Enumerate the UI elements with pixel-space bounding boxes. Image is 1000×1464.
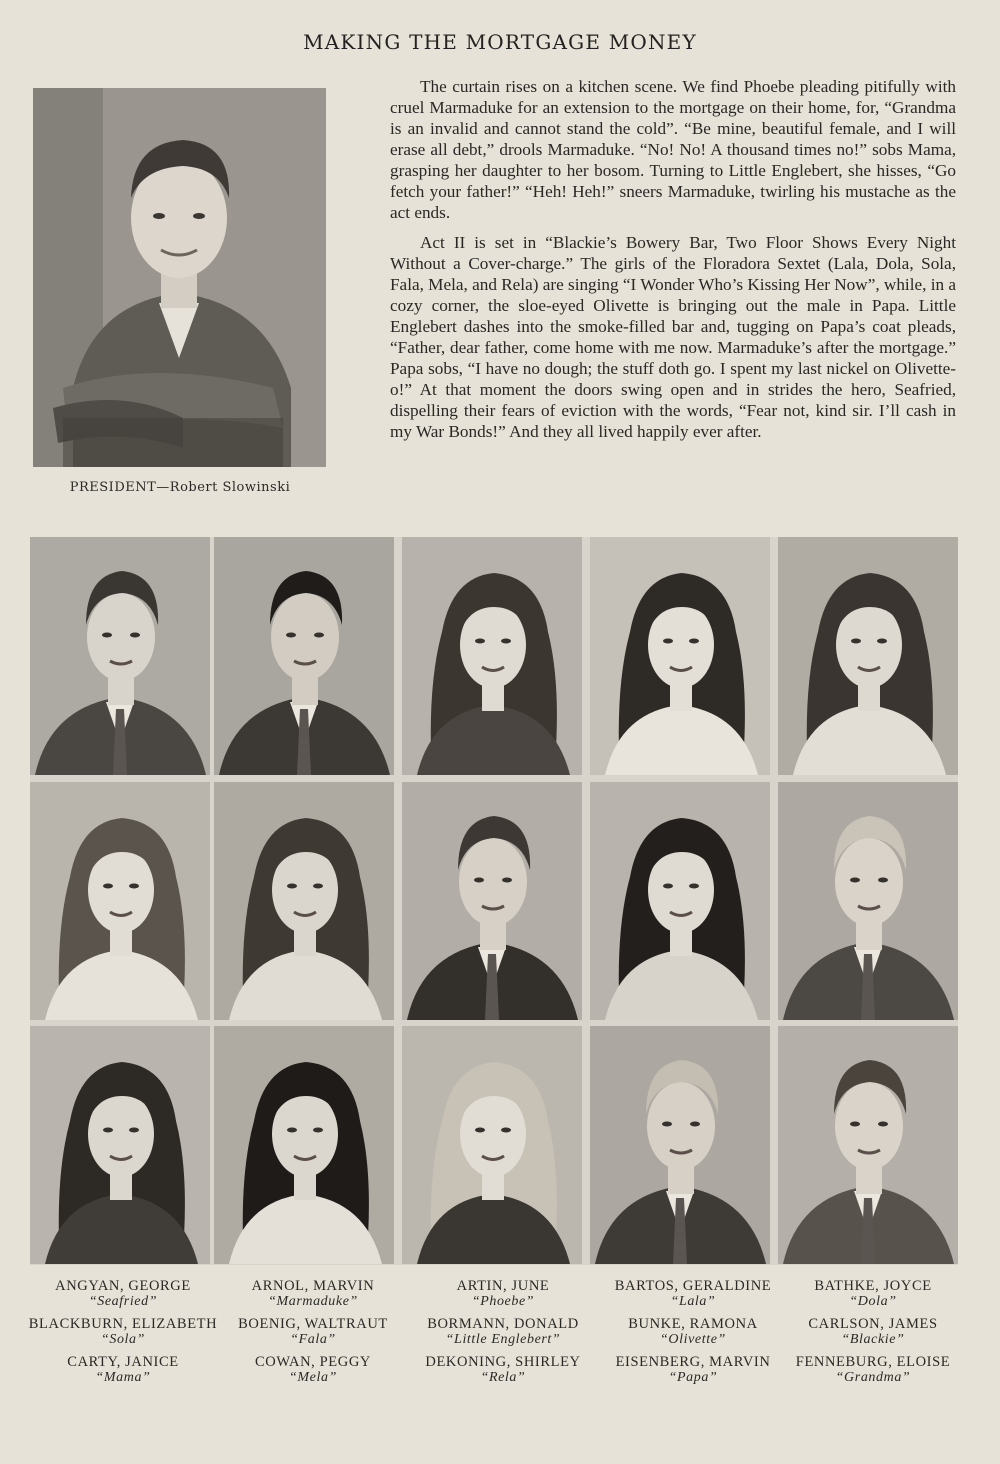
portrait-image [402, 1026, 582, 1264]
cast-entry [408, 1278, 598, 1310]
cast-name: ARTIN, JUNE [456, 1278, 550, 1294]
cast-name: DEKONING, SHIRLEY [425, 1354, 581, 1370]
portrait-image [778, 537, 958, 775]
story-paragraph-2: Act II is set in “Blackie’s Bowery Bar, Two Floor Shows Every Night Without a Cover-charge.” The girls of the Floradora Sextet (Lala, Dola, Sola, Fala, Mela, and Rela) are singing “I Wonder Who’s Kissing Her Now”, while, in a cozy corner, the sloe-eyed Olivette is bringing out the male in Papa. Little Englebert dashes into the smoke-filled bar and, tugging on Papa’s coat pleads, “Father, dear father, come home with me now. Marmaduke’s after the mortgage.” Papa sobs, “I have no dough; the stuff doth go. I spent my last nickel on Olivette-o!” At that moment the doors swing open and in strides the hero, Seafried, dispelling their fears of eviction with the words, “Fear not, kind sir. I’ll cash in my War Bonds!” And they all lived happily ever after. [390, 233, 956, 441]
cast-name: ANGYAN, GEORGE [55, 1278, 191, 1294]
cast-entry [598, 1316, 788, 1348]
cast-name: BATHKE, JOYCE [814, 1278, 932, 1294]
cast-role: “Grandma” [835, 1370, 911, 1385]
portrait-image [30, 537, 210, 775]
cast-role: “Seafried” [88, 1294, 158, 1309]
cast-entry [598, 1354, 788, 1386]
cast-column-1 [28, 1278, 218, 1392]
cast-name: CARTY, JANICE [67, 1354, 179, 1370]
cast-role: “Lala” [670, 1294, 716, 1309]
portrait-image [30, 1026, 210, 1264]
cast-name: BLACKBURN, ELIZABETH [28, 1316, 218, 1332]
cast-entry [218, 1316, 408, 1348]
portrait-photo [778, 537, 958, 775]
cast-list [28, 1278, 968, 1448]
portrait-photo [402, 537, 582, 775]
cast-column-2 [218, 1278, 408, 1392]
cast-name: FENNEBURG, ELOISE [795, 1354, 951, 1370]
cast-name: COWAN, PEGGY [255, 1354, 371, 1370]
cast-role: “Little Englebert” [445, 1332, 561, 1347]
cast-name: ARNOL, MARVIN [251, 1278, 375, 1294]
cast-role: “Phoebe” [471, 1294, 535, 1309]
cast-column-3 [408, 1278, 598, 1392]
portrait-photo [214, 537, 394, 775]
cast-entry [218, 1278, 408, 1310]
portrait-photo [30, 782, 210, 1020]
portrait-photo [402, 1026, 582, 1264]
cast-role: “Blackie” [841, 1332, 905, 1347]
portrait-photo [778, 1026, 958, 1264]
cast-name: BOENIG, WALTRAUT [238, 1316, 388, 1332]
cast-name: BORMANN, DONALD [427, 1316, 579, 1332]
portrait-photo [590, 782, 770, 1020]
cast-role: “Mela” [289, 1370, 337, 1385]
portrait-photo [30, 1026, 210, 1264]
cast-role: “Olivette” [660, 1332, 726, 1347]
cast-role: “Mama” [95, 1370, 151, 1385]
president-caption: PRESIDENT—Robert Slowinski [69, 480, 291, 495]
cast-column-4 [598, 1278, 788, 1392]
cast-role: “Fala” [290, 1332, 336, 1347]
cast-name: EISENBERG, MARVIN [615, 1354, 771, 1370]
portrait-photo [778, 782, 958, 1020]
cast-column-5 [778, 1278, 968, 1392]
cast-name: BARTOS, GERALDINE [614, 1278, 772, 1294]
cast-entry [28, 1316, 218, 1348]
cast-entry [598, 1278, 788, 1310]
cast-entry [778, 1316, 968, 1348]
story-text [390, 76, 956, 451]
portrait-photo [214, 782, 394, 1020]
portrait-image [590, 537, 770, 775]
portrait-photo [402, 782, 582, 1020]
portrait-photo [30, 537, 210, 775]
portrait-image [30, 782, 210, 1020]
cast-name: BUNKE, RAMONA [628, 1316, 758, 1332]
portrait-image [214, 537, 394, 775]
president-photo [33, 88, 326, 467]
cast-entry [218, 1354, 408, 1386]
cast-role: “Marmaduke” [268, 1294, 358, 1309]
president-portrait-image [33, 88, 326, 467]
cast-role: “Dola” [849, 1294, 897, 1309]
portrait-image [402, 537, 582, 775]
portrait-image [778, 1026, 958, 1264]
portrait-image [778, 782, 958, 1020]
cast-role: “Sola” [100, 1332, 146, 1347]
portrait-image [214, 782, 394, 1020]
portrait-photo [590, 537, 770, 775]
cast-entry [408, 1354, 598, 1386]
story-paragraph-1: The curtain rises on a kitchen scene. We find Phoebe pleading pitifully with cruel Marmaduke for an extension to the mortgage on their home, for, “Grandma is an invalid and cannot stand the cold”. “Be mine, beautiful female, and I will erase all debt,” drools Marmaduke. “No! No! A thousand times no!” sobs Mama, grasping her daughter to her bosom. Turning to Little Englebert, she hisses, “Go fetch your father!” “Heh! Heh!” sneers Marmaduke, twirling his mustache as the act ends. [390, 77, 956, 222]
portrait-photo [214, 1026, 394, 1264]
cast-role: “Papa” [668, 1370, 718, 1385]
cast-entry [778, 1354, 968, 1386]
portrait-photo [590, 1026, 770, 1264]
cast-name: CARLSON, JAMES [808, 1316, 938, 1332]
cast-entry [28, 1354, 218, 1386]
cast-role: “Rela” [480, 1370, 526, 1385]
cast-entry [28, 1278, 218, 1310]
cast-entry [408, 1316, 598, 1348]
portrait-image [590, 782, 770, 1020]
cast-entry [778, 1278, 968, 1310]
portrait-image [590, 1026, 770, 1264]
portrait-grid [30, 537, 958, 1265]
portrait-image [214, 1026, 394, 1264]
portrait-image [402, 782, 582, 1020]
page-title: MAKING THE MORTGAGE MONEY [303, 30, 697, 54]
